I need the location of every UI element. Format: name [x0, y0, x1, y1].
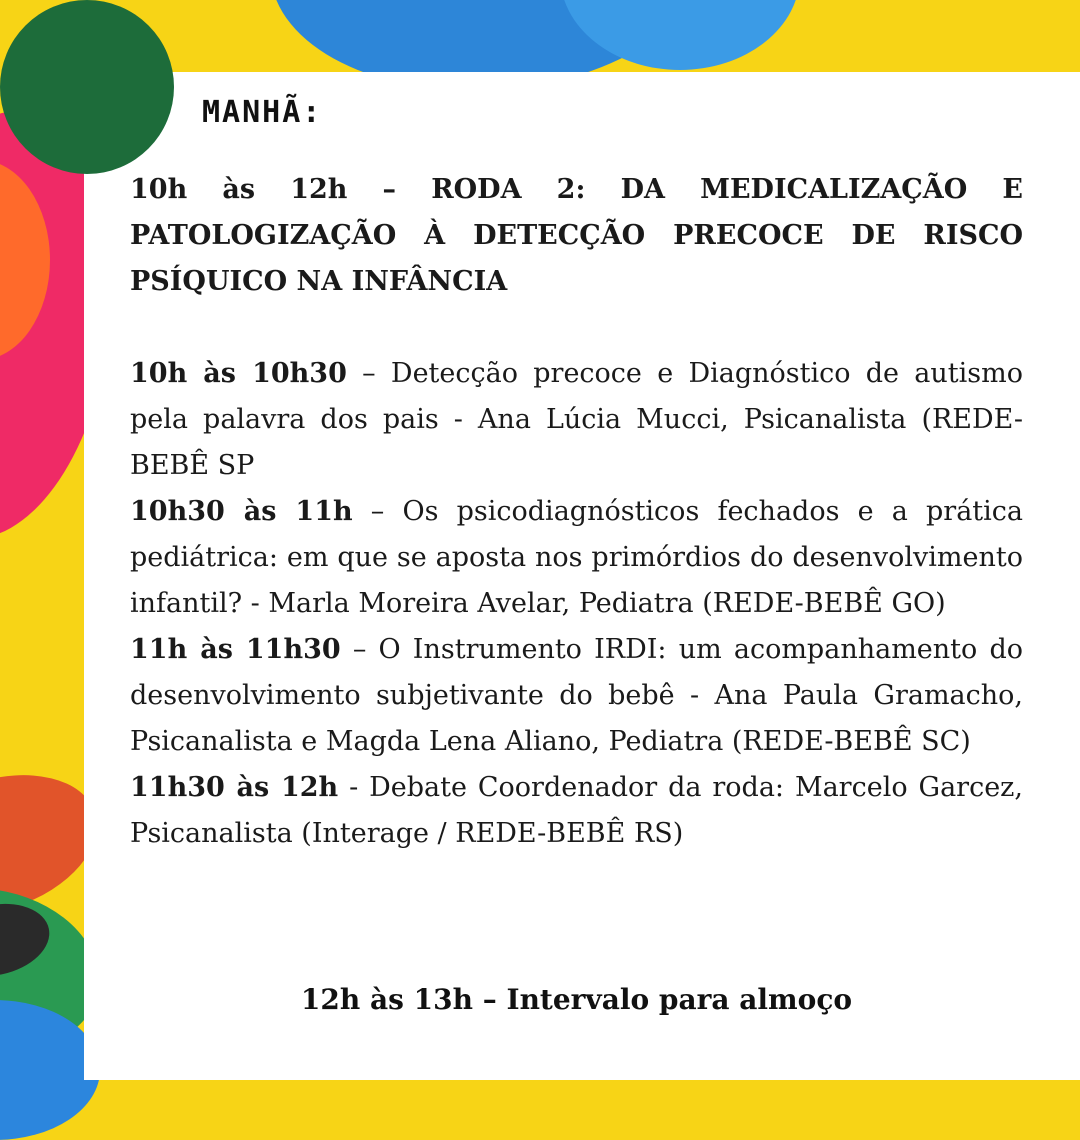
talk-time: 11h às 11h30: [130, 634, 341, 665]
talk-description: - Debate Coordenador da roda: Marcelo Garcez, Psicanalista (Interage / REDE-BEBÊ RS): [130, 772, 1023, 849]
talk-item: [130, 765, 1023, 857]
talk-item: [130, 351, 1023, 489]
talk-time: 10h30 às 11h: [130, 496, 353, 527]
lunch-break: 12h às 13h – Intervalo para almoço: [300, 983, 853, 1016]
talk-time: 11h30 às 12h: [130, 772, 339, 803]
spacer: [130, 305, 1023, 351]
roda-title: 10h às 12h – RODA 2: DA MEDICALIZAÇÃO E PATOLOGIZAÇÃO À DETECÇÃO PRECOCE DE RISCO PSÍQUICO NA INFÂNCIA: [130, 174, 1023, 297]
section-heading: MANHÃ:: [202, 95, 323, 130]
schedule-content: [130, 167, 1023, 857]
talk-description: – Os psicodiagnósticos fechados e a prática pediátrica: em que se aposta nos primórdios do desenvolvimento infantil? - Marla Moreira Avelar, Pediatra (REDE-BEBÊ GO): [130, 496, 1023, 619]
green-circle-decoration: [0, 0, 174, 174]
talk-time: 10h às 10h30: [130, 358, 347, 389]
talk-item: [130, 489, 1023, 627]
talk-description: – O Instrumento IRDI: um acompanhamento do desenvolvimento subjetivante do bebê - Ana Paula Gramacho, Psicanalista e Magda Lena Aliano, Pediatra (REDE-BEBÊ SC): [130, 634, 1023, 757]
talk-item: [130, 627, 1023, 765]
talk-description: – Detecção precoce e Diagnóstico de autismo pela palavra dos pais - Ana Lúcia Mucci, Psicanalista (REDE-BEBÊ SP: [130, 358, 1023, 481]
